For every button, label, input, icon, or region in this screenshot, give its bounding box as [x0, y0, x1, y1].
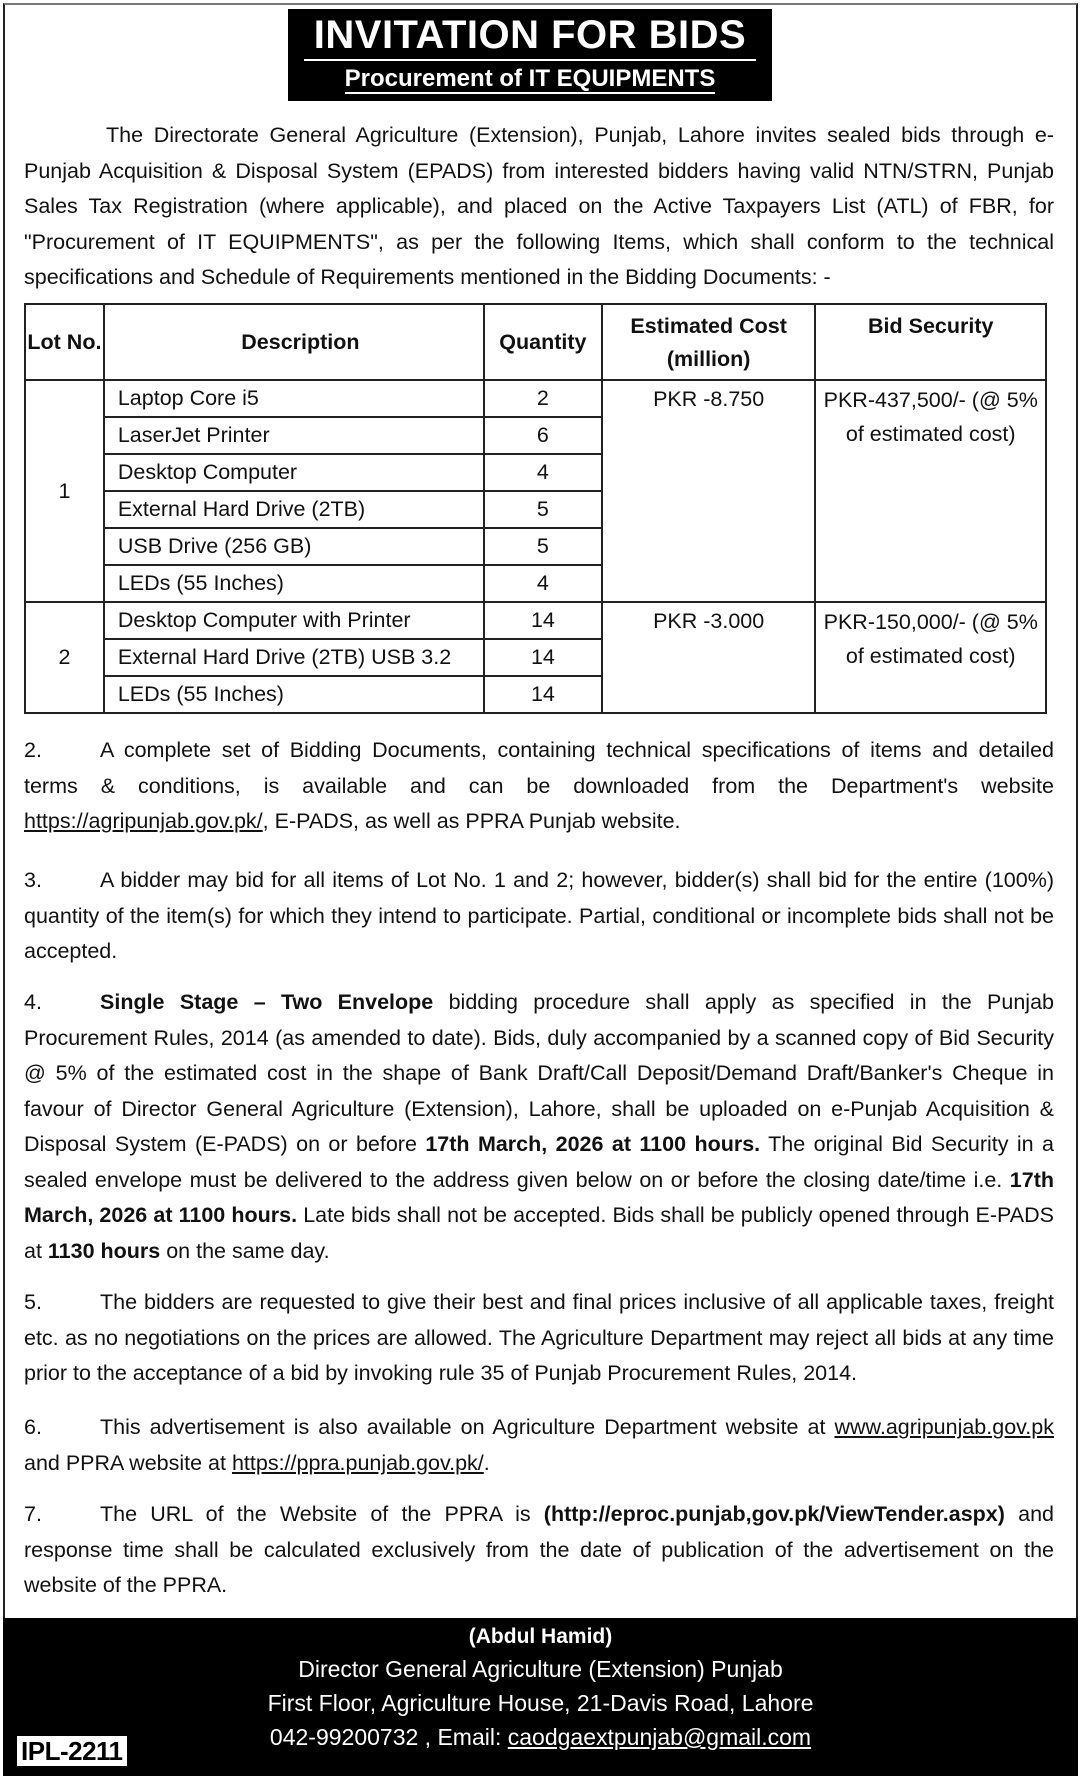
signatory-name: (Abdul Hamid) [468, 1625, 613, 1648]
item-quantity: 14 [484, 676, 602, 713]
clause-5: 5. The bidders are requested to give their best and final prices inclusive of all applicable taxes, freight etc. as no negotiations on the prices are allowed. The Agriculture Department may reject all bids at any time prior to the acceptance of a bid by invoking rule 35 of Punjab Procurement Rules, 2014. [24, 1285, 1054, 1392]
closing-deadline: 17th March, 2026 at 1100 hours. [24, 1167, 1054, 1227]
item-description: Desktop Computer with Printer [104, 602, 484, 639]
signature-footer [3, 1618, 1078, 1776]
lot-estimated-cost: PKR -8.750 [602, 380, 816, 602]
item-description: Laptop Core i5 [104, 380, 484, 417]
header-estimated-cost: Estimated Cost (million) [602, 304, 816, 380]
eproc-url: (http://eproc.punjab,gov.pk/ViewTender.aspx) [543, 1502, 1005, 1526]
item-quantity: 2 [484, 380, 602, 417]
clause-7: 7. The URL of the Website of the PPRA is (http://eproc.punjab,gov.pk/ViewTender.aspx) and response time shall be calculated exclusively from the date of publication of the advertisement on the website of the PPRA. [24, 1497, 1054, 1604]
item-quantity: 14 [484, 602, 602, 639]
item-description: LEDs (55 Inches) [104, 565, 484, 602]
submission-deadline: 17th March, 2026 at 1100 hours. [425, 1132, 761, 1156]
clause-2: 2. A complete set of Bidding Documents, containing technical specifications of items and detailed terms & conditions, is available and can be downloaded from the Department's website https://agripunjab.gov.pk/, E-PADS, as well as PPRA Punjab website. [24, 733, 1054, 840]
items-table [24, 303, 1047, 714]
clause-6: 6. This advertisement is also available on Agriculture Department website at www.agripunjab.gov.pk and PPRA website at https://ppra.punjab.gov.pk/. [24, 1410, 1054, 1481]
contact-line [3, 1720, 1078, 1754]
item-description: LEDs (55 Inches) [104, 676, 484, 713]
clause-number: 4. [24, 990, 42, 1014]
clause-number: 2. [24, 738, 42, 762]
page-subtitle: Procurement of IT EQUIPMENTS [344, 65, 716, 92]
clause-4: 4. Single Stage – Two Envelope bidding procedure shall apply as specified in the Punjab Procurement Rules, 2014 (as amended to date). Bids, duly accompanied by a scanned copy of Bid Security @ 5% of the estimated cost in the shape of Bank Draft/Call Deposit/Demand Draft/Banker's Cheque in favour of Director General Agriculture (Extension), Lahore, shall be uploaded on e-Punjab Acquisition & Disposal System (E-PADS) on or before 17th March, 2026 at 1100 hours. The original Bid Security in a sealed envelope must be delivered to the address given below on or before the closing date/time i.e. 17th March, 2026 at 1100 hours. Late bids shall not be accepted. Bids shall be publicly opened through E-PADS at 1130 hours on the same day. [24, 985, 1054, 1269]
header-lot-no: Lot No. [25, 304, 104, 380]
lot-number: 2 [25, 602, 104, 713]
header-bid-security: Bid Security [815, 304, 1046, 380]
lot-bid-security: PKR-150,000/- (@ 5% of estimated cost) [815, 602, 1046, 713]
item-description: Desktop Computer [104, 454, 484, 491]
title-banner [288, 9, 772, 101]
item-description: USB Drive (256 GB) [104, 528, 484, 565]
lot-bid-security: PKR-437,500/- (@ 5% of estimated cost) [815, 380, 1046, 602]
item-quantity: 4 [484, 565, 602, 602]
item-description: External Hard Drive (2TB) [104, 491, 484, 528]
clause-number: 3. [24, 868, 42, 892]
email-link[interactable]: caodgaextpunjab@gmail.com [507, 1724, 812, 1750]
table-header-row [25, 304, 1046, 380]
ipl-code-badge: IPL-2211 [17, 1736, 127, 1766]
item-quantity: 4 [484, 454, 602, 491]
item-quantity: 6 [484, 417, 602, 454]
table-row [25, 380, 1046, 417]
clause-number: 5. [24, 1290, 42, 1314]
item-quantity: 5 [484, 491, 602, 528]
opening-time: 1130 hours [47, 1238, 161, 1263]
ppra-link[interactable]: https://ppra.punjab.gov.pk/ [231, 1450, 484, 1475]
item-description: LaserJet Printer [104, 417, 484, 454]
clause-number: 6. [24, 1415, 42, 1439]
clause-number: 7. [24, 1502, 42, 1526]
agripunjab-www-link[interactable]: www.agripunjab.gov.pk [834, 1415, 1054, 1439]
item-quantity: 5 [484, 528, 602, 565]
lot-number: 1 [25, 380, 104, 602]
item-quantity: 14 [484, 639, 602, 676]
clause-3: 3. A bidder may bid for all items of Lot No. 1 and 2; however, bidder(s) shall bid for the entire (100%) quantity of the item(s) for which they intend to participate. Partial, conditional or incomplete bids shall not be accepted. [24, 863, 1054, 970]
intro-paragraph: The Directorate General Agriculture (Extension), Punjab, Lahore invites sealed bids through e-Punjab Acquisition & Disposal System (EPADS) from interested bidders having valid NTN/STRN, Punjab Sales Tax Registration (where applicable), and placed on the Active Taxpayers List (ATL) of FBR, for "Procurement of IT EQUIPMENTS", as per the following Items, which shall conform to the technical specifications and Schedule of Requirements mentioned in the Bidding Documents: - [24, 123, 1054, 289]
table-row [25, 602, 1046, 639]
agripunjab-link[interactable]: https://agripunjab.gov.pk/ [24, 809, 263, 833]
office-address: First Floor, Agriculture House, 21-Davis Road, Lahore [267, 1690, 814, 1716]
header-quantity: Quantity [484, 304, 602, 380]
lot-estimated-cost: PKR -3.000 [602, 602, 816, 713]
item-description: External Hard Drive (2TB) USB 3.2 [104, 639, 484, 676]
signatory-designation: Director General Agriculture (Extension) Punjab [298, 1656, 783, 1682]
page-title: INVITATION FOR BIDS [313, 13, 747, 57]
header-description: Description [104, 304, 484, 380]
phone-number: 042-99200732 , Email: [269, 1724, 508, 1750]
